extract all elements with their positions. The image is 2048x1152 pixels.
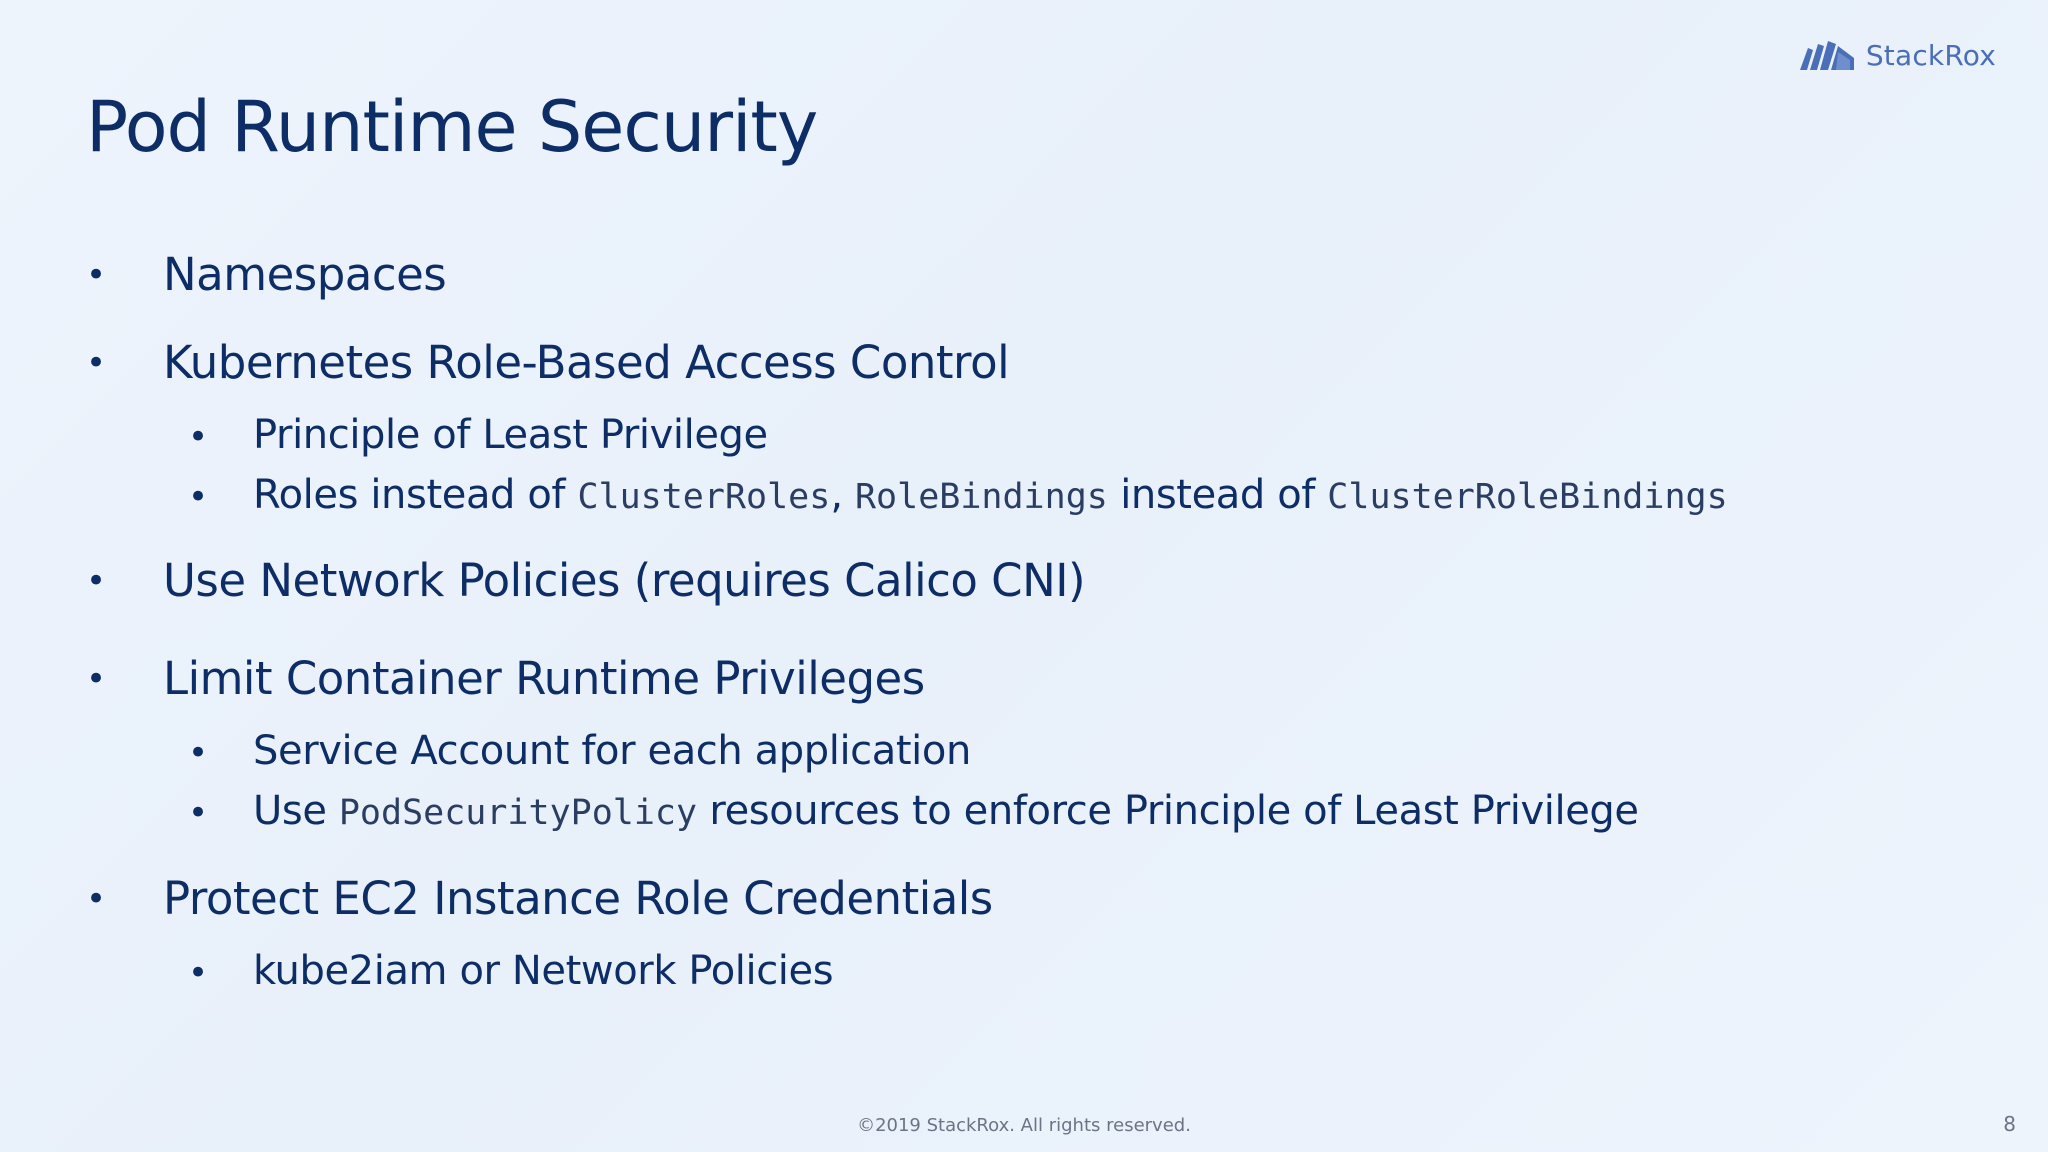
bullet-text: Limit Container Runtime Privileges — [163, 652, 925, 705]
bullet-network-policies — [86, 554, 1086, 607]
bullet-dot: • — [86, 659, 106, 699]
bullet-text: kube2iam or Network Policies — [253, 948, 834, 994]
bullet-dot: • — [188, 733, 208, 773]
bullet-dot: • — [188, 953, 208, 993]
bullet-roles-instead — [188, 472, 1728, 518]
code-clusterrolebindings: ClusterRoleBindings — [1327, 477, 1728, 517]
bullet-dot: • — [188, 477, 208, 517]
page-number: 8 — [2003, 1112, 2016, 1136]
code-rolebindings: RoleBindings — [854, 477, 1108, 517]
bullet-dot: • — [86, 879, 106, 919]
bullet-text-part: Roles instead of — [253, 472, 566, 518]
bullet-text: Namespaces — [163, 248, 447, 301]
bullet-limit-privileges — [86, 652, 925, 705]
bullet-text: Protect EC2 Instance Role Credentials — [163, 872, 993, 925]
bullet-kube2iam — [188, 948, 834, 994]
bullet-dot: • — [86, 561, 106, 601]
bullet-text: Use Network Policies (requires Calico CNI) — [163, 554, 1086, 607]
bullet-text: Principle of Least Privilege — [253, 412, 768, 458]
copyright-footer: ©2019 StackRox. All rights reserved. — [857, 1115, 1191, 1136]
bullet-text-part: instead of — [1120, 472, 1315, 518]
slide-title: Pod Runtime Security — [86, 86, 818, 168]
bullet-dot: • — [188, 417, 208, 457]
code-podsecuritypolicy: PodSecurityPolicy — [338, 793, 698, 833]
bullet-text-part: Use — [253, 788, 327, 834]
bullet-rbac — [86, 336, 1010, 389]
bullet-namespaces — [86, 248, 447, 301]
bullet-psp — [188, 788, 1639, 834]
bullet-dot: • — [188, 793, 208, 833]
bullet-text-part: resources to enforce Principle of Least Privilege — [709, 788, 1639, 834]
bullet-text: Service Account for each application — [253, 728, 971, 774]
bullet-dot: • — [86, 255, 106, 295]
bullet-ec2-credentials — [86, 872, 993, 925]
bullet-service-account — [188, 728, 971, 774]
bullet-least-privilege — [188, 412, 768, 458]
bullet-text-part: , — [830, 472, 843, 518]
code-clusterroles: ClusterRoles — [577, 477, 831, 517]
bullet-text: Kubernetes Role-Based Access Control — [163, 336, 1010, 389]
brand-name: StackRox — [1865, 38, 1996, 72]
bullet-dot: • — [86, 343, 106, 383]
